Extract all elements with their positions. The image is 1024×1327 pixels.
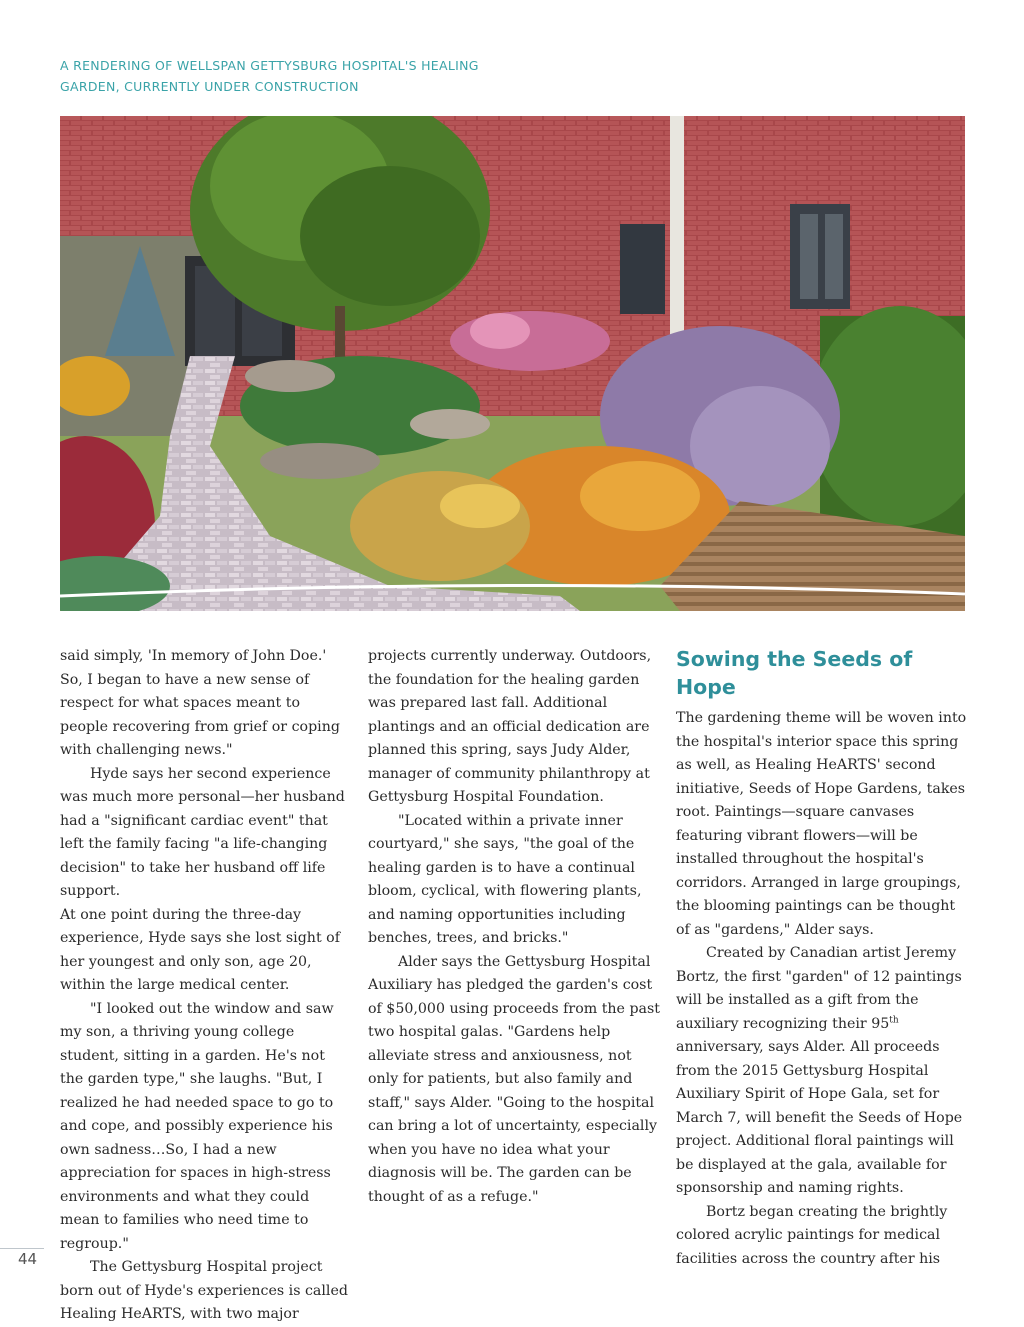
paragraph-text: Created by Canadian artist Jeremy Bortz, the first "garden" of 12 paintings will be installed as a gift from the auxiliary recognizing their 95: [676, 945, 962, 1032]
superscript: th: [889, 1014, 899, 1025]
caption-line-2: GARDEN, CURRENTLY UNDER CONSTRUCTION: [60, 79, 359, 94]
paragraph: Hyde says her second experience was much more personal—her husband had a "significant cardiac event" that left the family facing "a life-changing decision" to take her husband off life support.: [60, 765, 345, 899]
paragraph: At one point during the three-day experience, Hyde says she lost sight of her youngest and only son, age 20, within the large medical center.: [60, 906, 340, 993]
article-column-1: [60, 645, 352, 1327]
page-number: 44: [18, 1250, 38, 1268]
article-column-3: [676, 645, 968, 1271]
paragraph: projects currently underway. Outdoors, the foundation for the healing garden was prepared last fall. Additional plantings and an official dedication are planned this spring, says Judy Alder, manager of community philanthropy at Gettysburg Hospital Foundation.: [368, 648, 652, 805]
paragraph: "I looked out the window and saw my son, a thriving young college student, sitting in a garden. He's not the garden type," she laughs. "But, I realized he had needed space to go to and cope, and possibly experience his own sadness…So, I had a new appreciation for spaces in high-stress environments and what they could mean to families who need time to regroup.": [60, 1000, 334, 1252]
paragraph: Bortz began creating the brightly colored acrylic paintings for medical facilities across the country after his: [676, 1203, 948, 1267]
section-heading: Sowing the Seeds of Hope: [676, 647, 913, 699]
image-caption: [60, 55, 540, 97]
paragraph: said simply, 'In memory of John Doe.' So, I began to have a new sense of respect for what spaces meant to people recovering from grief or coping with challenging news.": [60, 648, 340, 758]
garden-rendering-image: [60, 116, 965, 611]
page-number-rule: [0, 1248, 44, 1249]
paragraph: [676, 942, 968, 1201]
caption-line-1: A RENDERING OF WELLSPAN GETTYSBURG HOSPITAL'S HEALING: [60, 58, 479, 73]
article-column-2: [368, 645, 660, 1209]
paragraph: Alder says the Gettysburg Hospital Auxiliary has pledged the garden's cost of $50,000 using proceeds from the past two hospital galas. "Gardens help alleviate stress and anxiousness, not only for patients, but also family and staff," says Alder. "Going to the hospital can bring a lot of uncertainty, especially when you have no idea what your diagnosis will be. The garden can be thought of as a refuge.": [368, 953, 660, 1205]
paragraph: "Located within a private inner courtyard," she says, "the goal of the healing garden is to have a continual bloom, cyclical, with flowering plants, and naming opportunities including benches, trees, and bricks.": [368, 812, 642, 946]
paragraph: The Gettysburg Hospital project born out of Hyde's experiences is called Healing HeARTS, with two major: [60, 1259, 348, 1322]
paragraph: The gardening theme will be woven into the hospital's interior space this spring as well, as Healing HeARTS' second initiative, Seeds of Hope Gardens, takes root. Paintings—square canvases featuring vibrant flowers—will be installed throughout the hospital's corridors. Arranged in large groupings, the blooming paintings can be thought of as "gardens," Alder says.: [676, 710, 967, 938]
paragraph-text: anniversary, says Alder. All proceeds from the 2015 Gettysburg Hospital Auxiliary Spirit of Hope Gala, set for March 7, will benefit the Seeds of Hope project. Additional floral paintings will be displayed at the gala, available for sponsorship and naming rights.: [676, 1039, 963, 1196]
